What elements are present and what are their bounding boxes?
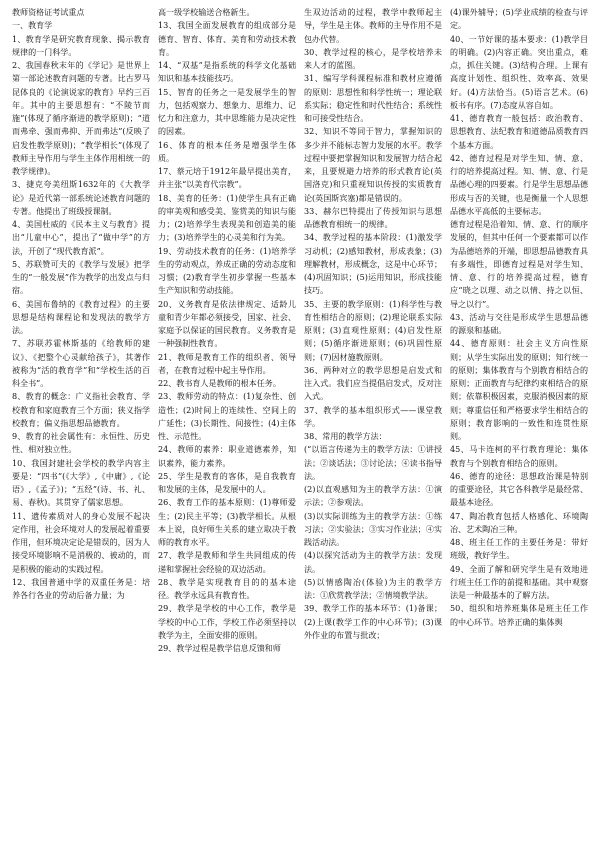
paragraph: 1、教育学是研究教育现象、揭示教育规律的一门科学。 (12, 34, 150, 57)
paragraph: 7、苏联苏霍林斯基的《给教师的建议》、《把整个心灵献给孩子》，其著作被称为“活的教育学”和“学校生活的百科全书”。 (12, 339, 150, 388)
paragraph: 41、德育教育一般包括：政治教育、思想教育、法纪教育和道德品质教育四个基本方面。 (450, 114, 588, 150)
paragraph: 31、编写学科课程标准和教材应遵循的原则：思想性和科学性统一；理论联系实际；稳定性和时代性结合；系统性和可接受性结合。 (304, 74, 442, 123)
paragraph: 50、组织和培养班集体是班主任工作的中心环节。培养正确的集体舆 (450, 604, 588, 627)
paragraph: 德育过程是沿着知、情、意、行的顺序发展的，但其中任何一个要素都可以作为品德培养的开端，即思想品德教育具有多端性，即德育过程是对学生知、情、意、行的培养提高过程，德育应“晓之以理、动之以情、持之以恒、导之以行”。 (450, 220, 588, 309)
paragraph: 47、陶冶教育包括人格感化、环境陶冶、艺术陶冶三种。 (450, 511, 588, 534)
paragraph: 12、我国普通中学的双重任务是：培养各行各业的劳动后备力量；为 (12, 577, 150, 600)
paragraph: 40、一节好课的基本要求：(1)教学目的明确。(2)内容正确。突出重点，难点，抓住关键。(3)结构合理。上课有高度计划性、组织性、效率高、效果好。(4)方法恰当。(5)语言艺术。(6)板书有序。(7)态度从容自如。 (450, 34, 588, 110)
paragraph: 39、教学工作的基本环节：(1)备课；(2)上课(教学工作的中心环节)；(3)课外作业的布置与批改； (304, 604, 442, 640)
paragraph: 4、美国杜威的《民本主义与教育》提出“儿童中心”，提出了“做中学”的方法，开创了“现代教育派”。 (12, 220, 150, 256)
paragraph: 14、“双基”是指系统的科学文化基础知识和基本技能技巧。 (158, 61, 296, 84)
paragraph: (4)课外辅导；(5)学业成绩的检查与评定。 (450, 8, 588, 31)
paragraph: 43、活动与交往是形成学生思想品德的源泉和基础。 (450, 312, 588, 335)
paragraph: 教师资格证考试重点 (12, 8, 85, 17)
paragraph: 29、教学过程是教学信息反馈和师 (158, 644, 281, 653)
text-column-4 (446, 6, 592, 850)
paragraph: 36、两种对立的教学思想是启发式和注入式。我们应当提倡启发式，反对注入式。 (304, 365, 442, 402)
paragraph: 20、义务教育是依法律规定、适龄儿童和青少年都必须接受，国家、社会、家庭予以保证的国民教育。义务教育是一种强制性教育。 (158, 299, 296, 349)
paragraph: 42、德育过程是对学生知、情、意、行的培养提高过程。知、情、意、行是品德心理的四要素。行是学生思想品德形成与否的关键，也是衡量一个人思想品德水平高低的主要标志。 (450, 153, 588, 216)
paragraph: 一、教育学 (12, 21, 53, 31)
paragraph: 44、德育原则：社会主义方向性原则；从学生实际出发的原则；知行统一的原则；集体教育与个别教育相结合的原则；正面教育与纪律约束相结合的原则；依靠积极因素，克服消极因素的原则；尊重信任和严格要求学生相结合的原则；教育影响的一致性和连贯性原则。 (450, 339, 588, 441)
paragraph: 45、马卡连柯的平行教育理论：集体教育与个别教育相结合的原则。 (450, 445, 588, 468)
paragraph: 46、德育的途径：思想政治课是特别的重要途径，其它各科教学是最经常、最基本途径。 (450, 471, 588, 508)
paragraph: 生双边活动的过程，教学中教师起主导，学生是主体。教师的主导作用不是包办代替。 (304, 8, 442, 44)
paragraph: 26、教育工作的基本原则：(1)尊师爱生；(2)民主平等；(3)教学相长。从根本上说，良好师生关系的建立取决于教师的教育水平。 (158, 498, 296, 547)
paragraph: 49、全面了解和研究学生是有效地进行班主任工作的前提和基础。其中观察法是一种最基本的了解方法。 (450, 564, 588, 600)
paragraph: 11、遗传素质对人的身心发展不起决定作用，社会环境对人的发展起着重要作用，但环境决定论是错误的，因为人接受环境影响不是消极的、被动的，而是积极的能动的实践过程。 (12, 511, 150, 574)
paragraph: 6、美国布鲁纳的《教育过程》的主要思想是结构课程论和发现法的教学方法。 (12, 299, 150, 335)
paragraph: 8、教育的概念：广义指社会教育、学校教育和家庭教育三个方面；狭义指学校教育；偏义指思想品德教育。 (12, 392, 150, 428)
paragraph: (5)以情感陶冶(体验)为主的教学方法：①欣赏教学法；②情境教学法。 (304, 577, 442, 600)
paragraph: (4)以探究活动为主的教学方法：发现法。 (304, 551, 442, 574)
paragraph: 34、教学过程的基本阶段：(1)激发学习动机；(2)感知教材，形成表象；(3)理解教材，形成概念，这是中心环节；(4)巩固知识；(5)运用知识，形成技能技巧。 (304, 233, 442, 296)
paragraph: 13、我国全面发展教育的组成部分是德育、智育、体育、美育和劳动技术教育。 (158, 21, 296, 57)
paragraph: 3、捷克夸美纽斯1632年的《大教学论》是近代第一部系统论述教育问题的专著。他提出了班级授课制。 (12, 180, 150, 216)
paragraph: (2)以直观感知为主的教学方法：①演示法；②参观法。 (304, 485, 442, 508)
text-column-2 (154, 6, 300, 850)
paragraph: 35、主要的教学原则：(1)科学性与教育性相结合的原则；(2)理论联系实际原则；(3)直观性原则；(4)启发性原则；(5)循序渐进原则；(6)巩固性原则；(7)因材施教原则。 (304, 299, 442, 362)
paragraph: 27、教学是教师和学生共同组成的传递和掌握社会经验的双边活动。 (158, 551, 296, 574)
paragraph: 高一级学校输送合格新生。 (158, 8, 255, 17)
paragraph: 33、赫尔巴特提出了传授知识与思想品德教育相统一的规律。 (304, 206, 442, 229)
text-column-3 (300, 6, 446, 850)
paragraph: 38、常用的教学方法： (304, 432, 387, 441)
paragraph: 23、教师劳动的特点：(1)复杂性、创造性；(2)时间上的连续性、空间上的广延性；(3)长期性、间接性；(4)主体性、示范性。 (158, 392, 296, 441)
paragraph: (3)以实际训练为主的教学方法：①练习法；②实验法；③实习作业法；④实践活动法。 (304, 511, 442, 547)
paragraph: 24、教师的素养：职业道德素养，知识素养，能力素养。 (158, 445, 296, 468)
paragraph: 17、蔡元培于1912年最早提出美育，并主张“以美育代宗教”。 (158, 167, 296, 190)
paragraph: 48、班主任工作的主要任务是：带好班级，教好学生。 (450, 538, 588, 561)
paragraph: 30、教学过程的核心，是学校培养未来人才的蓝图。 (304, 47, 442, 70)
paragraph: 2、我国春秋末年的《学记》是世界上第一部论述教育问题的专著。比古罗马昆体良的《论演说家的教育》早约三百年。其中的主要思想有：“不陵节而施”(体现了循序渐进的教学原则)；“道而弗牵、强而弗抑、开而弗达”(反映了启发性教学原则)；“教学相长”(体现了教师主导作用与学生主体作用相统一的教学规律)。 (12, 61, 150, 176)
paragraph: 5、苏联赞可夫的《教学与发展》把学生的“一般发展”作为教学的出发点与归宿。 (12, 259, 150, 296)
paragraph: 10、我国封建社会学校的教学内容主要是：“四书”(《大学》,《中庸》,《论语》,《孟子》)；“五经”(诗、书、礼、易、春秋)。其贯穿了儒家思想。 (12, 458, 150, 508)
paragraph: 28、教学是实现教育目的的基本途径。教学永远具有教育性。 (158, 577, 296, 600)
paragraph: 18、美育的任务：(1)使学生具有正确的审美观和感受美、鉴赏美的知识与能力；(2)培养学生表现美和创造美的能力；(3)培养学生的心灵美和行为美。 (158, 193, 296, 243)
paragraph: 15、智育的任务之一是发展学生的智力，包括观察力、想象力、思维力、记忆力和注意力，其中思维能力是决定性的因素。 (158, 87, 296, 137)
paragraph: 9、教育的社会属性有：永恒性、历史性、相对独立性。 (12, 432, 150, 455)
paragraph: 16、体育的根本任务是增强学生体质。 (158, 140, 296, 163)
paragraph: 21、教师是教育工作的组织者、领导者，在教育过程中起主导作用。 (158, 352, 296, 375)
paragraph: 22、教书育人是教师的根本任务。 (158, 379, 281, 388)
paragraph: (“以语言传递为主的教学方法：①讲授法；②谈话法；③讨论法；④读书指导法。 (304, 445, 442, 481)
paragraph: 29、教学是学校的中心工作，教学是学校的中心工作，学校工作必须坚持以教学为主，全面安排的原则。 (158, 604, 296, 640)
paragraph: 32、知识不等同于智力，掌握知识的多少并不能标志智力发展的水平。教学过程中要把掌握知识和发展智力结合起来，且要规避力培养的形式教育论(英国洛克)和只重视知识传授的实质教育论(英国斯宾塞)都是错误的。 (304, 127, 442, 203)
text-column-1 (8, 6, 154, 850)
paragraph: 19、劳动技术教育的任务：(1)培养学生的劳动观点，养成正确的劳动态度和习惯；(2)教育学生初步掌握一些基本生产知识和劳动技能。 (158, 246, 296, 296)
paragraph: 25、学生是教育的客体，是自我教育和发展的主体，是发展中的人。 (158, 471, 296, 494)
paragraph: 37、教学的基本组织形式——课堂教学。 (304, 405, 442, 428)
